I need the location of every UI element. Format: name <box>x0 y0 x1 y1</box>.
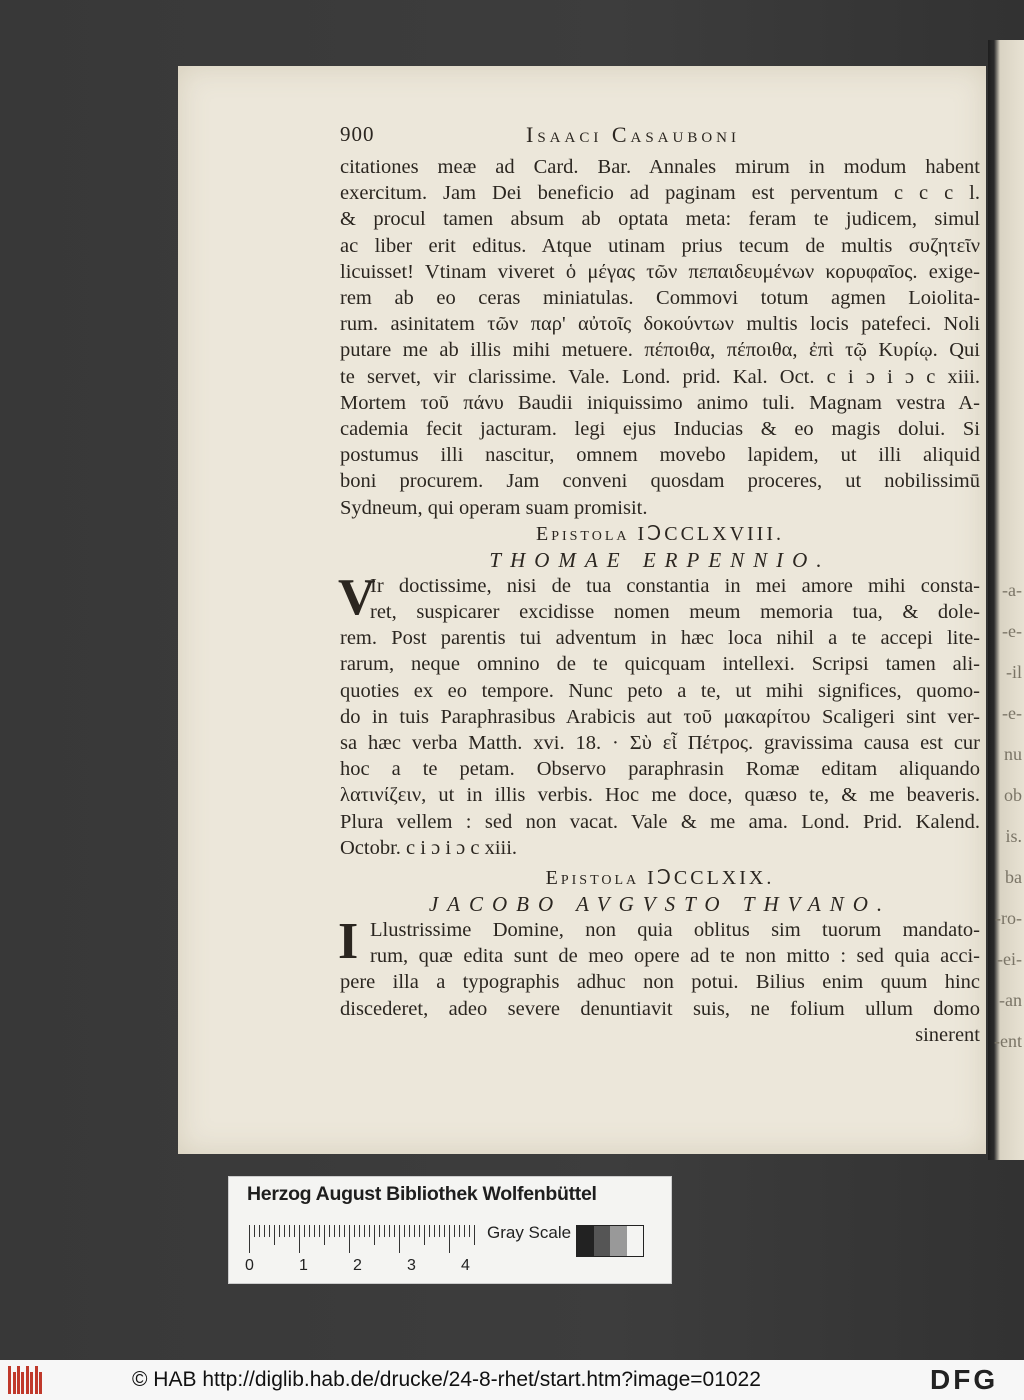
ruler-tick <box>394 1225 395 1237</box>
ruler-tick <box>354 1225 355 1237</box>
letter-body-1 <box>338 568 980 861</box>
gray-swatch <box>627 1226 644 1256</box>
ruler-tick <box>259 1225 260 1237</box>
ruler-tick <box>359 1225 360 1237</box>
text-line: quoties ex eo tempore. Nunc peto a te, ut mihi significes, quomo- <box>340 679 980 702</box>
running-head <box>340 122 980 154</box>
letter-heading-1: Epistola IↃCCLXVIII. <box>535 522 784 545</box>
text-line: ac liber erit editus. Atque utinam prius tecum de multis συζητεῖν <box>340 234 980 257</box>
ruler-tick <box>299 1225 300 1253</box>
dropcap-2: I <box>338 913 359 971</box>
ruler-tick <box>399 1225 400 1253</box>
text-line: licuisset! Vtinam viveret ὁ μέγας τῶν πεπαιδευμένων κορυφαῖος. exige- <box>340 260 980 283</box>
ruler-tick <box>329 1225 330 1237</box>
ruler-tick <box>344 1225 345 1237</box>
library-label <box>228 1176 672 1284</box>
ruler-tick <box>424 1225 425 1245</box>
ruler-tick <box>324 1225 325 1245</box>
ruler-tick <box>379 1225 380 1237</box>
scale-ruler <box>245 1225 477 1274</box>
ruler-tick <box>364 1225 365 1237</box>
next-page-fragment: -ei- <box>997 949 1022 969</box>
ruler-tick <box>314 1225 315 1237</box>
logo-bar <box>17 1366 20 1394</box>
ruler-tick <box>254 1225 255 1237</box>
next-page-fragment: -e- <box>1002 703 1022 723</box>
ruler-tick <box>374 1225 375 1245</box>
logo-bar <box>26 1366 29 1394</box>
gray-swatch <box>577 1226 594 1256</box>
letter-body-2 <box>338 913 980 1022</box>
next-page-fragment: -e- <box>1002 621 1022 641</box>
text-line: Sydneum, qui operam suam promisit. <box>340 496 648 519</box>
ruler-number: 2 <box>353 1257 362 1274</box>
ruler-tick <box>429 1225 430 1237</box>
text-line: Plura vellem : sed non vacat. Vale & me ama. Lond. Prid. Kalend. <box>340 810 980 833</box>
text-line: Ir doctissime, nisi de tua constantia in mei amore mihi consta- <box>370 574 980 597</box>
intro-paragraph <box>340 154 980 521</box>
text-line: ret, suspicarer excidisse nomen meum memoria tua, & dole- <box>370 601 980 624</box>
ruler-tick <box>289 1225 290 1237</box>
text-line: te servet, vir clarissime. Vale. Lond. prid. Kal. Oct. c i ɔ i ɔ c xiii. <box>340 365 980 388</box>
letter-addressee-1: THOMAE ERPENNIO. <box>489 547 831 572</box>
ruler-number: 0 <box>245 1257 254 1274</box>
ruler-tick <box>384 1225 385 1237</box>
ruler-tick <box>409 1225 410 1237</box>
ruler-tick <box>404 1225 405 1237</box>
text-line: citationes meæ ad Card. Bar. Annales mirum in modum habent <box>340 156 980 178</box>
next-page-fragment: ba <box>1005 867 1022 887</box>
ruler-tick <box>469 1225 470 1237</box>
footer-bar <box>0 1360 1024 1400</box>
ruler-tick <box>279 1225 280 1237</box>
ruler-tick <box>464 1225 465 1237</box>
logo-bar <box>30 1372 33 1394</box>
text-line: putare me ab illis mihi metuere. πέποιθα, πέποιθα, ἐπὶ τῷ Κυρίῳ. Qui <box>340 339 980 362</box>
ruler-tick <box>439 1225 440 1237</box>
ruler-number: 1 <box>299 1257 308 1274</box>
next-page-fragment: nu <box>1004 744 1022 764</box>
ruler-tick <box>349 1225 350 1253</box>
text-line: sa hæc verba Matth. xvi. 18. · Σὺ εἶ Πέτρος. gravissima causa est cur <box>340 732 980 755</box>
running-title: Isaaci Casauboni <box>526 122 741 147</box>
next-page-fragment: -ent <box>994 1031 1022 1051</box>
gray-scale-bar <box>576 1225 644 1257</box>
ruler-tick <box>419 1225 420 1237</box>
ruler-tick <box>249 1225 250 1253</box>
logo-bar <box>8 1366 11 1394</box>
text-line: Mortem τοῦ πάνυ Baudii iniquissimo animo tuli. Magnam vestra A- <box>340 391 980 414</box>
ruler-tick <box>459 1225 460 1237</box>
text-line: Llustrissime Domine, non quia oblitus sim tuorum mandato- <box>370 919 980 942</box>
ruler-tick <box>339 1225 340 1237</box>
text-line: rem ab eo ceras miniatulas. Commovi totum agmen Loiolita- <box>340 287 980 310</box>
text-line: λατινίζειν, ut in illis verbis. Hoc me doce, quæso te, & me beaveris. <box>340 784 980 807</box>
library-name: Herzog August Bibliothek Wolfenbüttel <box>247 1183 597 1205</box>
catchword: sinerent <box>915 1023 980 1046</box>
next-page-fragment: -a- <box>1002 580 1022 600</box>
next-page-fragment: -an <box>999 990 1022 1010</box>
letter-heading-2: Epistola IↃCCLXIX. <box>545 867 775 890</box>
ruler-tick <box>449 1225 450 1253</box>
text-line: pere illa a typographis adhuc non potui. Bilius enim quum hinc <box>340 971 980 994</box>
page-number: 900 <box>340 122 375 146</box>
logo-bar <box>13 1372 16 1394</box>
text-line: do in tuis Paraphrasibus Arabicis aut τοῦ μακαρίτου Scaligeri sint ver- <box>340 705 980 728</box>
dfg-logo: DFG <box>930 1364 999 1395</box>
text-line: hoc a te petam. Observo paraphrasin Romæ editam aliquando <box>340 758 980 781</box>
gray-scale-label: Gray Scale <box>487 1223 572 1242</box>
ruler-number: 4 <box>461 1257 470 1274</box>
text-line: postumus illi nascitur, omnem movebo lapidem, ut illi aliquid <box>340 444 980 467</box>
ruler-number: 3 <box>407 1257 416 1274</box>
logo-bar <box>35 1366 38 1394</box>
book-page <box>178 66 986 1154</box>
ruler-tick <box>474 1225 475 1245</box>
page-text-block <box>340 122 980 1048</box>
ruler-tick <box>319 1225 320 1237</box>
ruler-tick <box>414 1225 415 1237</box>
ruler-tick <box>264 1225 265 1237</box>
logo-bar <box>39 1372 42 1394</box>
text-line: Octobr. c i ɔ i ɔ c xiii. <box>340 836 518 859</box>
footer-credit[interactable]: © HAB http://diglib.hab.de/drucke/24-8-rhet/start.htm?image=01022 <box>132 1368 761 1391</box>
next-page-fragment: -il <box>1006 662 1022 682</box>
dropcap-1: V <box>338 568 376 626</box>
gray-swatch <box>594 1226 611 1256</box>
gray-swatch <box>610 1226 627 1256</box>
ruler-tick <box>389 1225 390 1237</box>
ruler-tick <box>284 1225 285 1237</box>
text-line: boni procurem. Jam conveni quosdam proceres, ut nobilissimū <box>340 470 980 493</box>
next-page-edge <box>988 40 1024 1160</box>
next-page-fragment: is. <box>1005 826 1022 846</box>
ruler-tick <box>274 1225 275 1245</box>
logo-bar <box>21 1372 24 1394</box>
ruler-tick <box>294 1225 295 1237</box>
hab-logo-icon <box>8 1366 44 1394</box>
text-line: rarum, neque omnino de te quicquam intellexi. Scripsi tamen ali- <box>340 653 980 676</box>
next-page-fragment: ob <box>1004 785 1022 805</box>
ruler-tick <box>454 1225 455 1237</box>
letter-addressee-2: JACOBO AVGVSTO THVANO. <box>428 892 892 917</box>
text-line: rem. Post parentis tui adventum in hæc loca nihil a te accepi lite- <box>340 627 980 650</box>
text-line: rum. asinitatem τῶν παρ' αὐτοῖς δοκούντων multis locis patefeci. Noli <box>340 313 980 336</box>
ruler-tick <box>309 1225 310 1237</box>
ruler-tick <box>334 1225 335 1237</box>
ruler-tick <box>434 1225 435 1237</box>
text-line: discederet, adeo severe denuntiavit suis, ne folium ullum domo <box>340 997 980 1020</box>
ruler-tick <box>269 1225 270 1237</box>
text-line: & procul tamen absum ab optata meta: feram te judicem, simul <box>340 208 980 231</box>
text-line: exercitum. Jam Dei beneficio ad paginam est perventum c c c l. <box>340 182 980 205</box>
ruler-tick <box>304 1225 305 1237</box>
ruler-tick <box>369 1225 370 1237</box>
next-page-fragment: -ro- <box>995 908 1022 928</box>
text-line: cademia fecit jacturam. legi ejus Inducias & eo magis dolui. Si <box>340 418 980 441</box>
text-line: rum, quæ edita sunt de meo opere ad te non mitto : sed quia acci- <box>370 945 980 968</box>
ruler-tick <box>444 1225 445 1237</box>
